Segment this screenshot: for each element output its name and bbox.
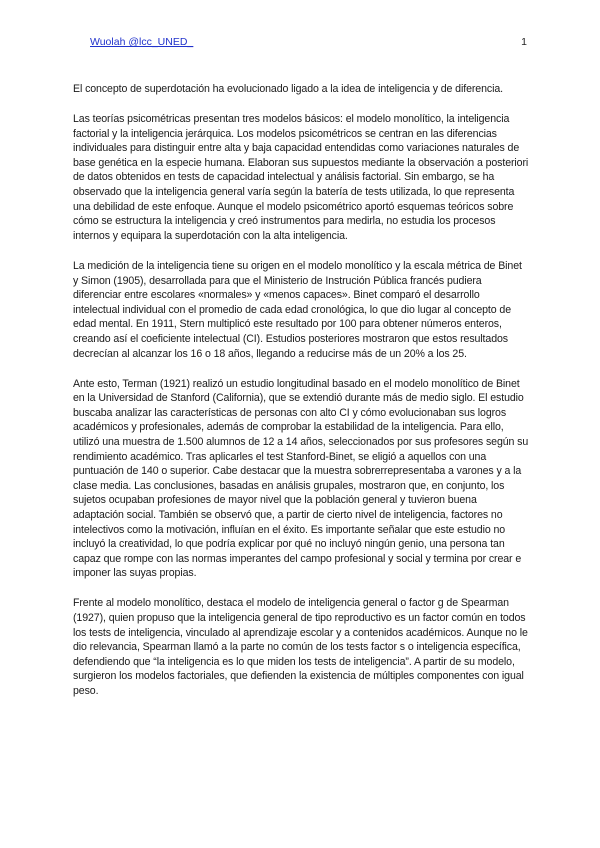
paragraph-intro: El concepto de superdotación ha evolucionado ligado a la idea de inteligencia y de diferencia. [73,83,503,95]
header-link[interactable]: Wuolah @lcc_UNED_ [90,36,194,48]
paragraph-terman-study: Ante esto, Terman (1921) realizó un estudio longitudinal basado en el modelo monolítico de Binet en la Universidad de Stanford (California), que se extendió durante más de medio siglo. El estudio buscaba analizar las características de personas con alto CI y cómo evolucionaban sus logros académicos y profesionales, además de comprobar la estabilidad de la inteligencia. Para ello, utilizó una muestra de 1.500 alumnos de 12 a 14 años, seleccionados por sus profesores según su rendimiento académico. Tras aplicarles el test Stanford-Binet, se eligió a aquellos con una puntuación de 140 o superior. Cabe destacar que la muestra sobrerrepresentaba a varones y a la clase media. Las conclusiones, basadas en análisis grupales, mostraron que, en conjunto, los sujetos ocupaban profesiones de mayor nivel que la población general y tuvieron buena adaptación social. También se observó que, a partir de cierto nivel de inteligencia, factores no intelectivos como la motivación, influían en el éxito. Es importante señalar que este estudio no incluyó la creatividad, lo que podría explicar por qué no incluyó ningún genio, una persona tan capaz que rompe con las normas imperantes del campo profesional y social y termina por crear e imponer las suyas propias. [73,377,529,580]
paragraph-psychometric-theories: Las teorías psicométricas presentan tres modelos básicos: el modelo monolítico, la inteligencia factorial y la inteligencia jerárquica. Los modelos psicométricos se centran en las diferencias individuales para distinguir entre alta y baja capacidad entendidas como variaciones naturales de base genética en la especie humana. Elaboran sus supuestos mediante la observación a posteriori de datos obtenidos en tests de capacidad intelectual y análisis factorial. Sin embargo, se ha observado que la inteligencia general varía según la batería de tests utilizada, lo que representa una debilidad de este enfoque. Aunque el modelo psicométrico aportó esquemas teóricos sobre cómo se estructura la inteligencia y creó instrumentos para medirla, no estudia los procesos internos y equipara la superdotación con la alta inteligencia. [73,113,529,242]
page-number: 1 [521,36,527,48]
paragraph-intelligence-measurement: La medición de la inteligencia tiene su origen en el modelo monolítico y la escala métrica de Binet y Simon (1905), desarrollada para que el Ministerio de Instrución Pública francés pudiera diferenciar entre escolares «normales» y «menos capaces». Binet comparó el desarrollo intelectual individual con el promedio de cada edad cronológica, lo que dio lugar al concepto de edad mental. En 1911, Stern multiplicó este resultado por 100 para obtener números enteros, creando así el coeficiente intelectual (CI). Estudios posteriores mostraron que estos resultados decrecían al alcanzar los 16 o 18 años, llegando a reducirse más de un 20% a los 25. [73,259,522,360]
document-body [73,82,529,714]
paragraph-spearman-model: Frente al modelo monolítico, destaca el modelo de inteligencia general o factor g de Spearman (1927), quien propuso que la inteligencia general de tipo reproductivo es un factor común en todos los tests de inteligencia, vinculado al aprendizaje escolar y a contenidos académicos. Aunque no le dio relevancia, Spearman llamó a la parte no común de los tests factor s o inteligencia específica, defendiendo que “la inteligencia es lo que miden los tests de inteligencia”. A partir de su modelo, surgieron los modelos factoriales, que defienden la existencia de múltiples componentes con igual peso. [73,597,528,697]
